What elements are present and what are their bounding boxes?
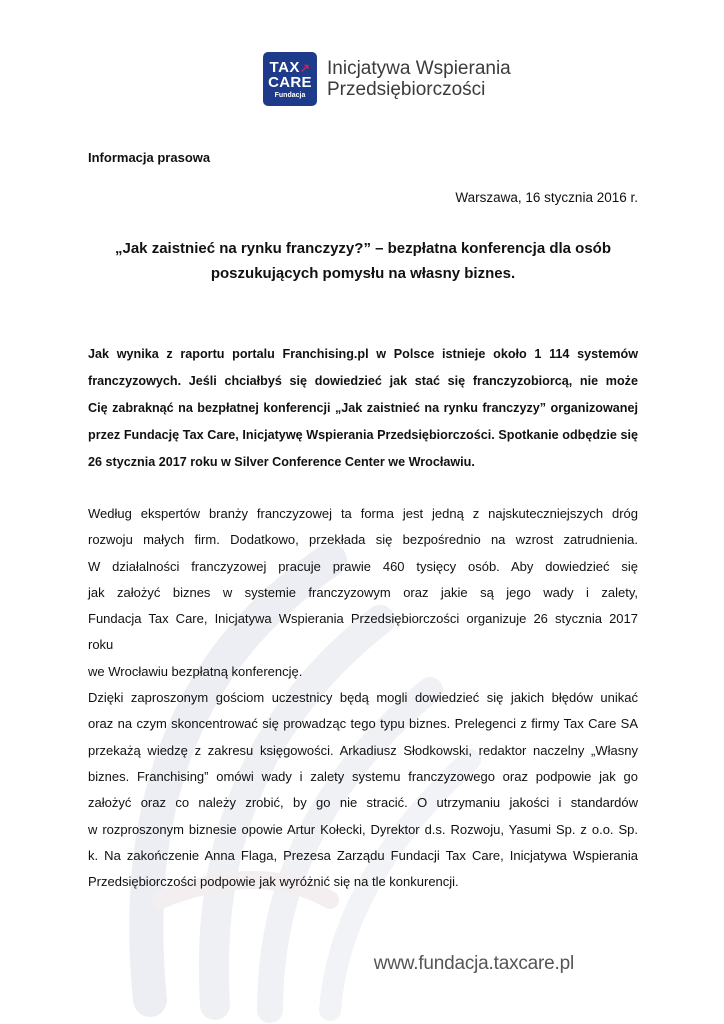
- body-line: k. Na zakończenie Anna Flaga, Prezesa Zarządu Fundacji Tax Care, Inicjatywa Wspierania: [88, 847, 638, 863]
- footer-url[interactable]: www.fundacja.taxcare.pl: [373, 953, 574, 974]
- lead-line: Cię zabraknąć na bezpłatnej konferencji „Jak zaistnieć na rynku franczyzy” organizowanej: [88, 401, 638, 415]
- headline-line2: poszukujących pomysłu na własny biznes.: [210, 265, 516, 282]
- logo-fundacja-text: Fundacja: [274, 91, 306, 99]
- body-line: oraz na czym skoncentrować się prowadząc tego typu biznes. Prelegenci z firmy Tax Care SA: [88, 716, 638, 732]
- body-line: W działalności franczyzowej pracuje prawie 460 tysięcy osób. Aby dowiedzieć się: [88, 558, 638, 574]
- lead-line: franczyzowych. Jeśli chciałbyś się dowiedzieć jak stać się franczyzobiorcą, nie może: [88, 374, 638, 388]
- body-line: Fundacja Tax Care, Inicjatywa Wspierania Przedsiębiorczości organizuje 26 stycznia 2017: [88, 611, 638, 627]
- body-line: jak założyć biznes w systemie franczyzowym oraz jakie są jego wady i zalety,: [88, 584, 638, 600]
- body-text: [88, 501, 638, 895]
- logo-text-line1: Inicjatywa Wspierania: [327, 58, 511, 79]
- body-line: roku: [88, 637, 114, 653]
- body-line: założyć oraz co należy zrobić, by go nie stracić. O utrzymaniu jakości i standardów: [88, 795, 638, 811]
- logo-care-text: CARE: [268, 73, 312, 91]
- logo-text-line2: Przedsiębiorczości: [327, 79, 486, 100]
- lead-line: Jak wynika z raportu portalu Franchising.pl w Polsce istnieje około 1 114 systemów: [88, 347, 638, 361]
- headline: [88, 236, 638, 286]
- document-label: Informacja prasowa: [88, 150, 211, 165]
- dateline: Warszawa, 16 stycznia 2016 r.: [455, 190, 638, 205]
- taxcare-logo-mark: [263, 52, 317, 106]
- headline-line1: „Jak zaistnieć na rynku franczyzy?” – bezpłatna konferencja dla osób: [115, 240, 611, 257]
- body-line: Przedsiębiorczości podpowie jak wyróżnić się na tle konkurencji.: [88, 874, 459, 890]
- foundation-logo: [263, 52, 511, 106]
- body-line: we Wrocławiu bezpłatną konferencję.: [88, 663, 303, 679]
- body-line: biznes. Franchising” omówi wady i zalety systemu franczyzowego oraz podpowie jak go: [88, 768, 638, 784]
- lead-line: 26 stycznia 2017 roku w Silver Conference Center we Wrocławiu.: [88, 455, 475, 469]
- lead-paragraph: [88, 341, 638, 476]
- body-line: Według ekspertów branży franczyzowej ta forma jest jedną z najskuteczniejszych dróg: [88, 506, 638, 521]
- lead-line: przez Fundację Tax Care, Inicjatywę Wspierania Przedsiębiorczości. Spotkanie odbędzie się: [88, 428, 638, 442]
- logo-wordmark: [327, 58, 511, 100]
- body-line: Dzięki zaproszonym gościom uczestnicy będą mogli dowiedzieć się jakich błędów unikać: [88, 690, 638, 706]
- logo-tax-text: TAX: [269, 58, 300, 76]
- arrow-icon: ↗: [299, 60, 311, 75]
- body-line: rozwoju małych firm. Dodatkowo, przekłada się bezpośrednio na wzrost zatrudnienia.: [88, 532, 638, 548]
- body-line: w rozproszonym biznesie opowie Artur Kołecki, Dyrektor d.s. Rozwoju, Yasumi Sp. z o.o. Sp.: [88, 821, 638, 837]
- body-line: przekażą wiedzę z zakresu księgowości. Arkadiusz Słodkowski, redaktor naczelny „Własny: [88, 742, 638, 758]
